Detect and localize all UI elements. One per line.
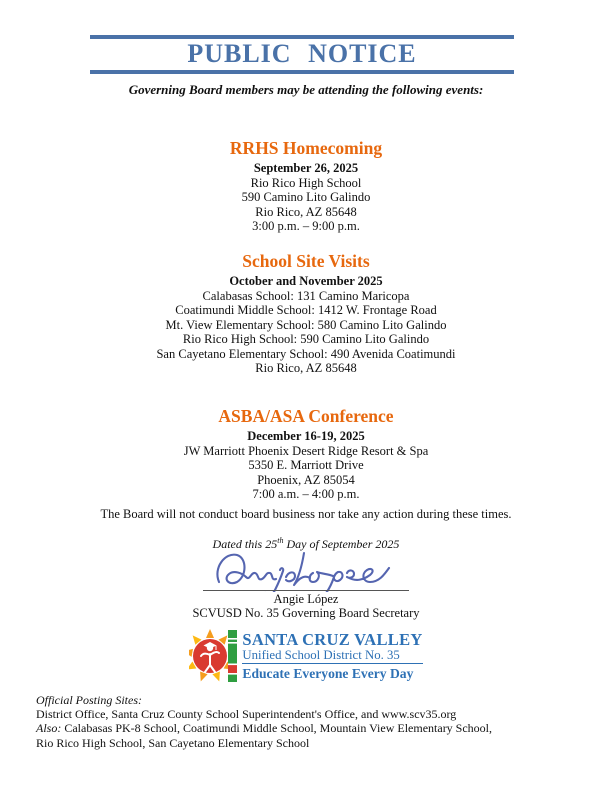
event-title: RRHS Homecoming: [229, 138, 383, 158]
event-rrhs-homecoming: [0, 138, 612, 234]
dated-ordinal-suffix: th: [277, 536, 284, 545]
event-detail-line: Rio Rico High School: 590 Camino Lito Galindo: [182, 332, 430, 346]
event-school-site-visits: [0, 251, 612, 376]
event-detail-line: JW Marriott Phoenix Desert Ridge Resort & Spa: [183, 443, 429, 458]
event-detail-line: Rio Rico, AZ 85648: [255, 361, 357, 375]
event-detail-line: 5350 E. Marriott Drive: [248, 458, 364, 472]
event-detail-line: Phoenix, AZ 85054: [257, 472, 355, 487]
page-title: PUBLIC NOTICE: [187, 39, 417, 68]
district-motto: Educate Everyone Every Day: [242, 666, 414, 681]
district-name: SANTA CRUZ VALLEY: [242, 630, 423, 649]
event-detail-line: 590 Camino Lito Galindo: [241, 190, 371, 204]
event-detail-line: Mt. View Elementary School: 580 Camino Lito Galindo: [165, 317, 447, 332]
signer-name: Angie López: [273, 592, 339, 606]
event-detail-line: Calabasas School: 131 Camino Maricopa: [202, 288, 410, 303]
event-title: School Site Visits: [242, 251, 370, 271]
sun-figure-book-logo-icon: [189, 627, 239, 685]
event-detail-line: 3:00 p.m. – 9:00 p.m.: [252, 219, 360, 233]
notice-header-banner: [90, 35, 514, 74]
dated-suffix: Day of September 2025: [283, 537, 400, 551]
district-logo: [0, 627, 612, 685]
event-title: ASBA/ASA Conference: [218, 406, 394, 426]
handwritten-signature: [201, 546, 411, 592]
signature-line: [203, 590, 409, 591]
posting-sites-heading: Official Posting Sites:: [36, 693, 142, 707]
also-label: Also:: [36, 721, 62, 736]
event-detail-line: 7:00 a.m. – 4:00 p.m.: [252, 487, 360, 501]
event-date: September 26, 2025: [253, 161, 359, 175]
event-detail-line: Rio Rico, AZ 85648: [255, 204, 357, 219]
event-detail-line: Coatimundi Middle School: 1412 W. Frontage Road: [175, 303, 437, 317]
event-detail-line: San Cayetano Elementary School: 490 Avenida Coatimundi: [156, 346, 456, 361]
district-subname: Unified School District No. 35: [242, 648, 422, 664]
dated-prefix: Dated this 25: [212, 537, 278, 551]
official-posting-sites: [36, 693, 582, 750]
event-asba-asa-conference: [0, 406, 612, 502]
event-date: October and November 2025: [229, 274, 383, 288]
board-business-note: The Board will not conduct board business nor take any action during these times.: [100, 507, 512, 521]
posting-sites-line: Rio Rico High School, San Cayetano Elementary School: [36, 735, 310, 750]
posting-sites-line: District Office, Santa Cruz County School Superintendent's Office, and www.scv35.org: [36, 707, 457, 722]
notice-subtitle: Governing Board members may be attending the following events:: [128, 82, 484, 97]
signer-title: SCVUSD No. 35 Governing Board Secretary: [192, 606, 420, 620]
event-date: December 16-19, 2025: [247, 429, 365, 443]
district-logo-text: [242, 631, 422, 681]
posting-sites-line: Also: Calabasas PK-8 School, Coatimundi Middle School, Mountain View Elementary School,: [36, 721, 493, 736]
event-detail-line: Rio Rico High School: [250, 175, 362, 190]
